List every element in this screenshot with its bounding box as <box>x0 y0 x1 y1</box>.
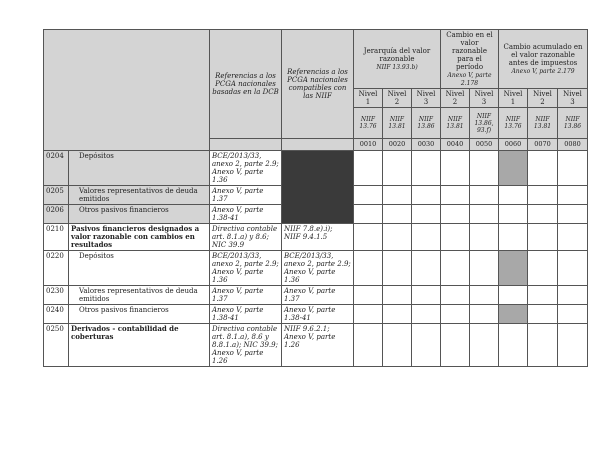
row-ref-niif: NIIF 9.6.2.1; Anexo V, parte 1.26 <box>282 324 354 367</box>
data-cell[interactable] <box>528 205 558 224</box>
data-cell[interactable] <box>528 251 558 286</box>
financial-table <box>43 29 588 367</box>
table-row <box>44 286 588 305</box>
data-cell[interactable] <box>383 224 412 251</box>
level-header: Nivel 3 <box>412 89 441 108</box>
data-cell[interactable] <box>558 324 588 367</box>
column-code: 0070 <box>528 139 558 151</box>
row-label: Otros pasivos financieros <box>69 305 210 324</box>
data-cell[interactable] <box>528 324 558 367</box>
data-cell[interactable] <box>528 286 558 305</box>
table-row <box>44 251 588 286</box>
header-ref-niif: Referencias a los PCGA nacionales compatibles con las NIIF <box>282 30 354 139</box>
data-cell[interactable] <box>499 224 528 251</box>
column-code: 0020 <box>383 139 412 151</box>
data-cell[interactable] <box>441 186 470 205</box>
data-cell[interactable] <box>354 251 383 286</box>
table-row <box>44 224 588 251</box>
blocked-cell <box>499 305 528 324</box>
data-cell[interactable] <box>441 251 470 286</box>
data-cell[interactable] <box>499 205 528 224</box>
level-ref: NIIF 13.81 <box>441 108 470 139</box>
row-code: 0210 <box>44 224 69 251</box>
row-ref-dcb: Anexo V, parte 1.38-41 <box>210 305 282 324</box>
row-ref-dcb: Directiva contable art. 8.1.a) y 8.6; NIC 39.9 <box>210 224 282 251</box>
data-cell[interactable] <box>383 186 412 205</box>
row-label: Otros pasivos financieros <box>69 205 210 224</box>
data-cell[interactable] <box>383 324 412 367</box>
header-group-cumulative-change <box>499 30 588 89</box>
column-code: 0010 <box>354 139 383 151</box>
data-cell[interactable] <box>558 151 588 186</box>
data-cell[interactable] <box>354 324 383 367</box>
row-label: Pasivos financieros designados a valor razonable con cambios en resultados <box>69 224 210 251</box>
data-cell[interactable] <box>441 305 470 324</box>
data-cell[interactable] <box>558 186 588 205</box>
row-ref-dcb: Anexo V, parte 1.37 <box>210 186 282 205</box>
data-cell[interactable] <box>412 286 441 305</box>
column-code: 0030 <box>412 139 441 151</box>
ref-blank <box>282 139 354 151</box>
level-ref: NIIF 13.86, 93.f) <box>470 108 499 139</box>
row-ref-niif: Anexo V, parte 1.38-41 <box>282 305 354 324</box>
row-ref-dcb: BCE/2013/33, anexo 2, parte 2.9; Anexo V, parte 1.36 <box>210 151 282 186</box>
level-ref: NIIF 13.86 <box>558 108 588 139</box>
data-cell[interactable] <box>470 205 499 224</box>
data-cell[interactable] <box>470 324 499 367</box>
data-cell[interactable] <box>470 251 499 286</box>
data-cell[interactable] <box>558 224 588 251</box>
data-cell[interactable] <box>470 186 499 205</box>
row-label: Valores representativos de deuda emitidos <box>69 286 210 305</box>
data-cell[interactable] <box>383 286 412 305</box>
data-cell[interactable] <box>528 305 558 324</box>
data-cell[interactable] <box>441 224 470 251</box>
level-header: Nivel 3 <box>558 89 588 108</box>
data-cell[interactable] <box>354 186 383 205</box>
row-ref-dcb: Anexo V, parte 1.38-41 <box>210 205 282 224</box>
level-ref: NIIF 13.86 <box>412 108 441 139</box>
level-header: Nivel 2 <box>383 89 412 108</box>
data-cell[interactable] <box>441 324 470 367</box>
group-sub: Anexo V, parte 2.178 <box>447 72 492 87</box>
data-cell[interactable] <box>354 151 383 186</box>
data-cell[interactable] <box>499 324 528 367</box>
level-header: Nivel 2 <box>528 89 558 108</box>
data-cell[interactable] <box>441 286 470 305</box>
group-title: Jerarquía del valor razonable <box>363 47 431 63</box>
row-ref-niif: NIIF 7.8.e).i); NIIF 9.4.1.5 <box>282 224 354 251</box>
data-cell[interactable] <box>412 151 441 186</box>
blocked-cell <box>499 151 528 186</box>
data-cell[interactable] <box>528 224 558 251</box>
row-label: Valores representativos de deuda emitidos <box>69 186 210 205</box>
table-row <box>44 305 588 324</box>
row-label: Derivados - contabilidad de coberturas <box>69 324 210 367</box>
data-cell[interactable] <box>441 205 470 224</box>
header-group-period-change <box>441 30 499 89</box>
data-cell[interactable] <box>383 151 412 186</box>
row-code: 0230 <box>44 286 69 305</box>
data-cell[interactable] <box>528 151 558 186</box>
row-label: Depósitos <box>69 251 210 286</box>
row-ref-dcb: Anexo V, parte 1.37 <box>210 286 282 305</box>
data-cell[interactable] <box>412 251 441 286</box>
level-ref: NIIF 13.76 <box>354 108 383 139</box>
row-code: 0204 <box>44 151 69 186</box>
row-code: 0205 <box>44 186 69 205</box>
level-header: Nivel 2 <box>441 89 470 108</box>
data-cell[interactable] <box>412 186 441 205</box>
data-cell[interactable] <box>354 205 383 224</box>
data-cell[interactable] <box>412 324 441 367</box>
level-header: Nivel 1 <box>354 89 383 108</box>
data-cell[interactable] <box>499 186 528 205</box>
data-cell[interactable] <box>383 251 412 286</box>
data-cell[interactable] <box>528 186 558 205</box>
level-ref: NIIF 13.76 <box>499 108 528 139</box>
level-ref: NIIF 13.81 <box>383 108 412 139</box>
data-cell[interactable] <box>412 224 441 251</box>
data-cell[interactable] <box>383 305 412 324</box>
row-label: Depósitos <box>69 151 210 186</box>
row-ref-dcb: Directiva contable art. 8.1.a), 8.6 y 8.8.1.a); NIC 39.9; Anexo V, parte 1.26 <box>210 324 282 367</box>
data-cell[interactable] <box>558 205 588 224</box>
level-header: Nivel 3 <box>470 89 499 108</box>
group-title: Cambio en el valor razonable para el período <box>446 31 493 71</box>
data-cell[interactable] <box>412 205 441 224</box>
data-cell[interactable] <box>470 305 499 324</box>
blocked-cell <box>499 251 528 286</box>
data-cell[interactable] <box>354 224 383 251</box>
data-cell[interactable] <box>354 305 383 324</box>
data-cell[interactable] <box>470 224 499 251</box>
group-sub: Anexo V, parte 2.179 <box>511 68 575 75</box>
data-cell[interactable] <box>441 151 470 186</box>
row-code: 0206 <box>44 205 69 224</box>
data-cell[interactable] <box>470 286 499 305</box>
data-cell[interactable] <box>412 305 441 324</box>
ref-blank <box>210 139 282 151</box>
level-header: Nivel 1 <box>499 89 528 108</box>
group-sub: NIIF 13.93.b) <box>376 64 418 71</box>
row-ref-niif: Anexo V, parte 1.37 <box>282 286 354 305</box>
corner-cell <box>44 30 210 151</box>
group-title: Cambio acumulado en el valor razonable antes de impuestos <box>503 43 583 67</box>
data-cell[interactable] <box>354 286 383 305</box>
level-ref: NIIF 13.81 <box>528 108 558 139</box>
row-ref-niif: BCE/2013/33, anexo 2, parte 2.9; Anexo V, parte 1.36 <box>282 251 354 286</box>
data-cell[interactable] <box>470 151 499 186</box>
column-code: 0040 <box>441 139 470 151</box>
data-cell[interactable] <box>383 205 412 224</box>
header-ref-dcb: Referencias a los PCGA nacionales basadas en la DCB <box>210 30 282 139</box>
data-cell[interactable] <box>558 251 588 286</box>
column-code: 0050 <box>470 139 499 151</box>
column-code: 0080 <box>558 139 588 151</box>
row-code: 0250 <box>44 324 69 367</box>
header-group-hierarchy <box>354 30 441 89</box>
row-code: 0220 <box>44 251 69 286</box>
row-code: 0240 <box>44 305 69 324</box>
data-cell[interactable] <box>499 286 528 305</box>
table-row <box>44 151 588 186</box>
column-code: 0060 <box>499 139 528 151</box>
data-cell[interactable] <box>558 286 588 305</box>
row-ref-dcb: BCE/2013/33, anexo 2, parte 2.9; Anexo V, parte 1.36 <box>210 251 282 286</box>
table-row <box>44 324 588 367</box>
blocked-cell <box>282 151 354 224</box>
data-cell[interactable] <box>558 305 588 324</box>
